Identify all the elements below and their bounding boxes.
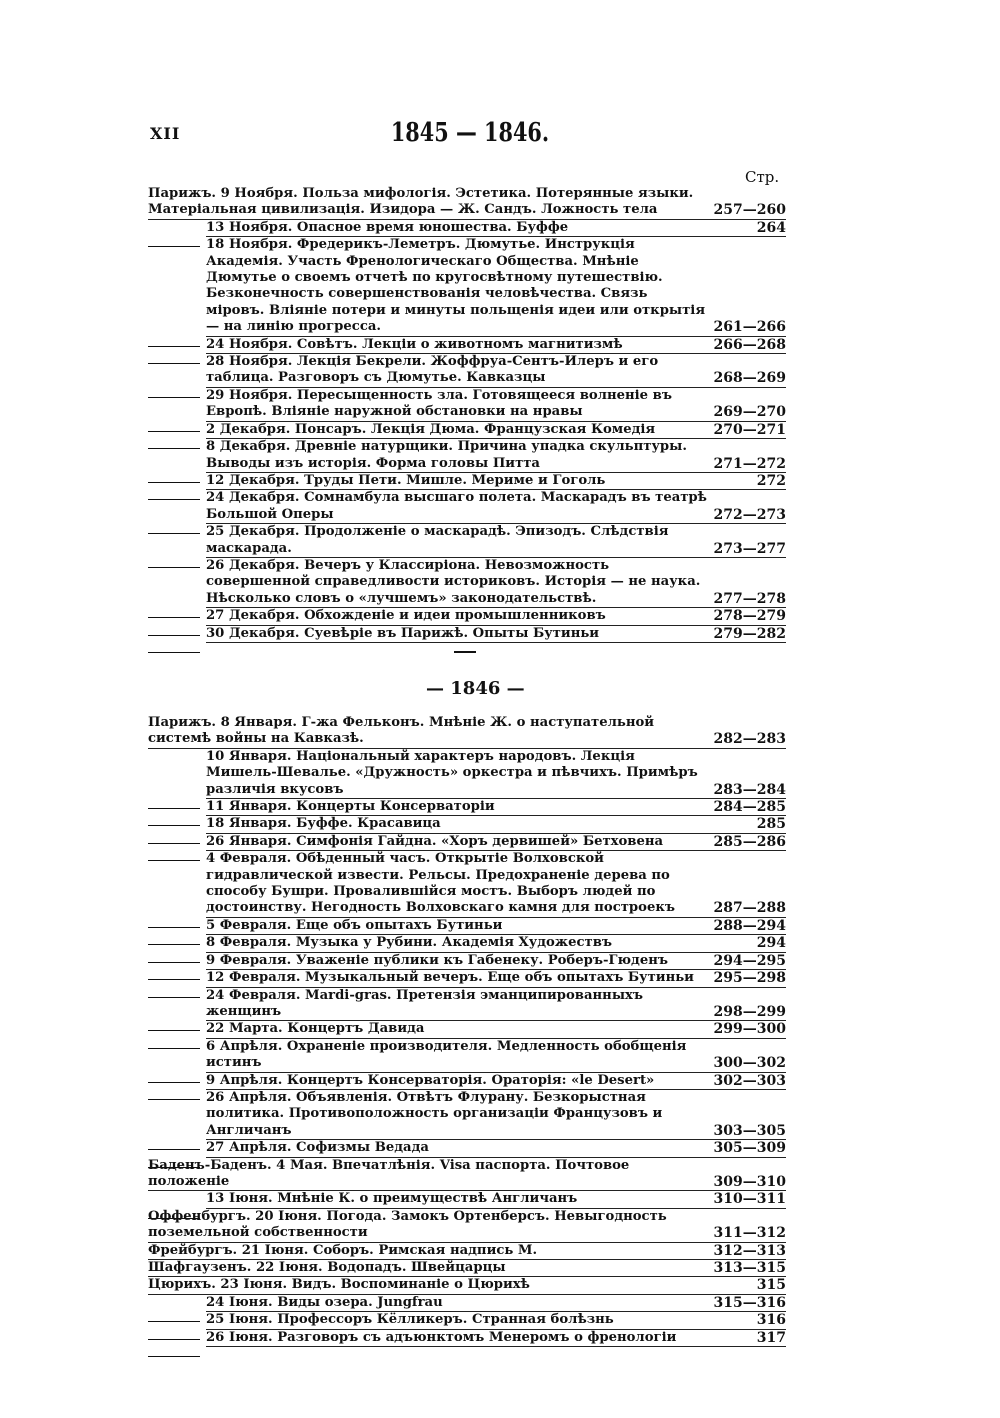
entry-text: Цюрихъ. 23 Іюня. Видъ. Воспоминаніе о Цюрихѣ xyxy=(148,1277,710,1294)
toc-entry xyxy=(148,388,786,422)
toc-entry xyxy=(148,558,786,608)
entry-text: 8 Февраля. Музыка у Рубини. Академія Художествъ xyxy=(206,935,710,952)
entry-pages: 272 xyxy=(710,473,786,490)
entry-pages: 316 xyxy=(710,1312,786,1329)
entry-pages: 283—284 xyxy=(710,782,786,799)
toc-entry xyxy=(148,816,786,833)
toc-entry xyxy=(148,422,786,439)
entry-text: 24 Февраля. Mardi-gras. Претензія эманципированныхъ женщинъ xyxy=(206,988,710,1022)
entry-pages: 285—286 xyxy=(710,834,786,851)
entry-text: 9 Февраля. Уваженіе публики къ Габенеку. Роберъ-Гюденъ xyxy=(206,953,710,970)
toc-entry xyxy=(148,1243,786,1260)
entry-pages: 272—273 xyxy=(710,507,786,524)
entry-text: Шафгаузенъ. 22 Іюня. Водопадъ. Швейцарцы xyxy=(148,1260,710,1277)
entry-pages: 310—311 xyxy=(710,1191,786,1208)
entry-pages: 269—270 xyxy=(710,404,786,421)
entry-pages: 299—300 xyxy=(710,1021,786,1038)
toc-entry xyxy=(148,337,786,354)
toc-entry xyxy=(148,220,786,237)
page-header xyxy=(150,118,790,152)
entry-text: 6 Апрѣля. Охраненіе производителя. Медленность обобщенія истинъ xyxy=(206,1039,710,1073)
entry-text: 26 Іюня. Разговоръ съ адъюнктомъ Менеромъ о френологіи xyxy=(206,1330,710,1347)
toc-entry xyxy=(148,918,786,935)
entry-pages: 298—299 xyxy=(710,1004,786,1021)
entry-text: Оффенбургъ. 20 Іюня. Погода. Замокъ Ортенберсъ. Невыгодность поземельной собственности xyxy=(148,1209,710,1243)
entry-text: 24 Ноября. Совѣтъ. Лекціи о животномъ магнитизмѣ xyxy=(206,337,710,354)
toc-entry xyxy=(148,1209,786,1243)
toc-entry xyxy=(148,524,786,558)
entry-text: 28 Ноября. Лекція Бекрели. Жоффруа-Сентъ-Илеръ и его таблица. Разговоръ съ Дюмутье. Кавказцы xyxy=(206,354,710,388)
toc-entry xyxy=(148,608,786,625)
entry-pages: 303—305 xyxy=(710,1123,786,1140)
entry-pages: 273—277 xyxy=(710,541,786,558)
entry-pages: 313—315 xyxy=(710,1260,786,1277)
toc-entry xyxy=(148,1039,786,1073)
entry-text: 8 Декабря. Древніе натурщики. Причина упадка скульптуры. Выводы изъ исторія. Форма головы Питта xyxy=(206,439,710,473)
entry-pages: 300—302 xyxy=(710,1055,786,1072)
entry-text: 5 Февраля. Еще объ опытахъ Бутиньи xyxy=(206,918,710,935)
entry-text: 29 Ноября. Пересыщенность зла. Готовящееся волненіе въ Европѣ. Вліяніе наружной обстановки на нравы xyxy=(206,388,710,422)
entry-text: 24 Іюня. Виды озера. Jungfrau xyxy=(206,1295,710,1312)
entry-text: 9 Апрѣля. Концертъ Консерваторія. Ораторія: «le Desert» xyxy=(206,1073,710,1090)
entry-pages: 295—298 xyxy=(710,970,786,987)
toc-entry xyxy=(148,1158,786,1192)
entry-pages: 285 xyxy=(710,816,786,833)
section-separator-rule xyxy=(454,651,476,653)
pages-column-label: Стр. xyxy=(745,168,780,186)
year-subheading-label: — 1846 — xyxy=(426,678,525,699)
toc-entry xyxy=(148,1277,786,1294)
entry-pages: 288—294 xyxy=(710,918,786,935)
toc-entry xyxy=(148,1090,786,1140)
toc-section-1845 xyxy=(148,186,786,643)
toc-entry xyxy=(148,834,786,851)
toc-entry xyxy=(148,799,786,816)
toc-entry xyxy=(148,1330,786,1347)
entry-text: 22 Марта. Концертъ Давида xyxy=(206,1021,710,1038)
toc-entry xyxy=(148,626,786,643)
toc-entry xyxy=(148,935,786,952)
toc-entry xyxy=(148,749,786,799)
entry-pages: 261—266 xyxy=(710,319,786,336)
toc-section-1846 xyxy=(148,715,786,1347)
entry-text: 25 Іюня. Профессоръ Кёлликеръ. Странная болѣзнь xyxy=(206,1312,710,1329)
entry-pages: 257—260 xyxy=(710,202,786,219)
toc-entry xyxy=(148,1295,786,1312)
toc-entry xyxy=(148,953,786,970)
entry-pages: 279—282 xyxy=(710,626,786,643)
toc-entry xyxy=(148,1312,786,1329)
toc-entry xyxy=(148,186,786,220)
page-number: XII xyxy=(150,124,181,143)
toc-entry xyxy=(148,1191,786,1208)
entry-pages: 315—316 xyxy=(710,1295,786,1312)
entry-text: 27 Апрѣля. Софизмы Ведада xyxy=(206,1140,710,1157)
toc-entry xyxy=(148,1140,786,1157)
entry-text: 11 Января. Концерты Консерваторіи xyxy=(206,799,710,816)
entry-pages: 266—268 xyxy=(710,337,786,354)
entry-text: 10 Января. Національный характеръ народовъ. Лекція Мишель-Шевалье. «Дружность» оркестра и пѣвчихъ. Примѣръ различія вкусовъ xyxy=(206,749,710,799)
entry-text: 26 Декабря. Вечеръ у Классиріона. Невозможность совершенной справедливости историковъ. Исторія — не наука. Нѣсколько словъ о «лучшемъ» законодательствѣ. xyxy=(206,558,710,608)
page-title-years: 1845 — 1846. xyxy=(390,118,550,148)
entry-text: 2 Декабря. Понсаръ. Лекція Дюма. Французская Комедія xyxy=(206,422,710,439)
toc-entry xyxy=(148,439,786,473)
entry-text: Парижъ. 9 Ноября. Польза мифологія. Эстетика. Потерянные языки. Матеріальная цивилизація. Изидора — Ж. Сандъ. Ложность тела xyxy=(148,186,710,220)
entry-text: 4 Февраля. Обѣденный часъ. Открытіе Волховской гидравлической извести. Рельсы. Предохраненіе дерева по способу Бушри. Провалившійся мостъ. Выборъ людей по достоинству. Негодность Волховскаго камня для построекъ xyxy=(206,851,710,918)
toc-entry xyxy=(148,490,786,524)
entry-pages: 315 xyxy=(710,1277,786,1294)
toc-entry xyxy=(148,473,786,490)
toc-entry xyxy=(148,851,786,918)
entry-pages: 312—313 xyxy=(710,1243,786,1260)
entry-text: 26 Апрѣля. Объявленія. Отвѣтъ Флурану. Безкорыстная политика. Противоположность организаціи Французовъ и Англичанъ xyxy=(206,1090,710,1140)
entry-text: 24 Декабря. Сомнамбула высшаго полета. Маскарадъ въ театрѣ Большой Оперы xyxy=(206,490,710,524)
entry-text: 26 Января. Симфонія Гайдна. «Хоръ дервишей» Бетховена xyxy=(206,834,710,851)
toc-entry xyxy=(148,988,786,1022)
entry-pages: 284—285 xyxy=(710,799,786,816)
entry-pages: 294—295 xyxy=(710,953,786,970)
entry-pages: 309—310 xyxy=(710,1174,786,1191)
toc-entry xyxy=(148,970,786,987)
entry-pages: 278—279 xyxy=(710,608,786,625)
entry-pages: 294 xyxy=(710,935,786,952)
entry-pages: 282—283 xyxy=(710,731,786,748)
entry-text: 25 Декабря. Продолженіе о маскарадѣ. Эпизодъ. Слѣдствія маскарада. xyxy=(206,524,710,558)
toc-entry xyxy=(148,1021,786,1038)
entry-text: 27 Декабря. Обхожденіе и идеи промышленниковъ xyxy=(206,608,710,625)
entry-text: 12 Декабря. Труды Пети. Мишле. Мериме и Гоголь xyxy=(206,473,710,490)
entry-pages: 271—272 xyxy=(710,456,786,473)
entry-text: 13 Іюня. Мнѣніе К. о преимуществѣ Англичанъ xyxy=(206,1191,710,1208)
entry-pages: 270—271 xyxy=(710,422,786,439)
toc-entry xyxy=(148,1260,786,1277)
entry-pages: 302—303 xyxy=(710,1073,786,1090)
toc-entry xyxy=(148,715,786,749)
toc-entry xyxy=(148,1073,786,1090)
entry-text: 12 Февраля. Музыкальный вечеръ. Еще объ опытахъ Бутиньи xyxy=(206,970,710,987)
entry-pages: 264 xyxy=(710,220,786,237)
entry-text: 30 Декабря. Суевѣріе въ Парижѣ. Опыты Бутиньи xyxy=(206,626,710,643)
entry-pages: 311—312 xyxy=(710,1225,786,1242)
toc-entry xyxy=(148,354,786,388)
entry-pages: 287—288 xyxy=(710,900,786,917)
entry-pages: 305—309 xyxy=(710,1140,786,1157)
entry-text: Парижъ. 8 Января. Г-жа Фельконъ. Мнѣніе Ж. о наступательной системѣ войны на Кавказѣ. xyxy=(148,715,710,749)
entry-pages: 268—269 xyxy=(710,370,786,387)
entry-text: 18 Января. Буффе. Красавица xyxy=(206,816,710,833)
entry-text: 13 Ноября. Опасное время юношества. Буффе xyxy=(206,220,710,237)
toc-entry xyxy=(148,237,786,336)
entry-text: Фрейбургъ. 21 Іюня. Соборъ. Римская надпись М. xyxy=(148,1243,710,1260)
entry-pages: 317 xyxy=(710,1330,786,1347)
entry-text: Баденъ-Баденъ. 4 Мая. Впечатлѣнія. Visa паспорта. Почтовое положеніе xyxy=(148,1158,710,1192)
entry-pages: 277—278 xyxy=(710,591,786,608)
entry-text: 18 Ноября. Фредерикъ-Леметръ. Дюмутье. Инструкція Академія. Участь Френологическаго Общества. Мнѣніе Дюмутье о своемъ отчетѣ по кругосвѣтному путешествію. Безконечность совершенствованія человѣчества. Связь міровъ. Вліяніе потери и минуты польщенія идеи или открытія — на линію прогресса. xyxy=(206,237,710,336)
